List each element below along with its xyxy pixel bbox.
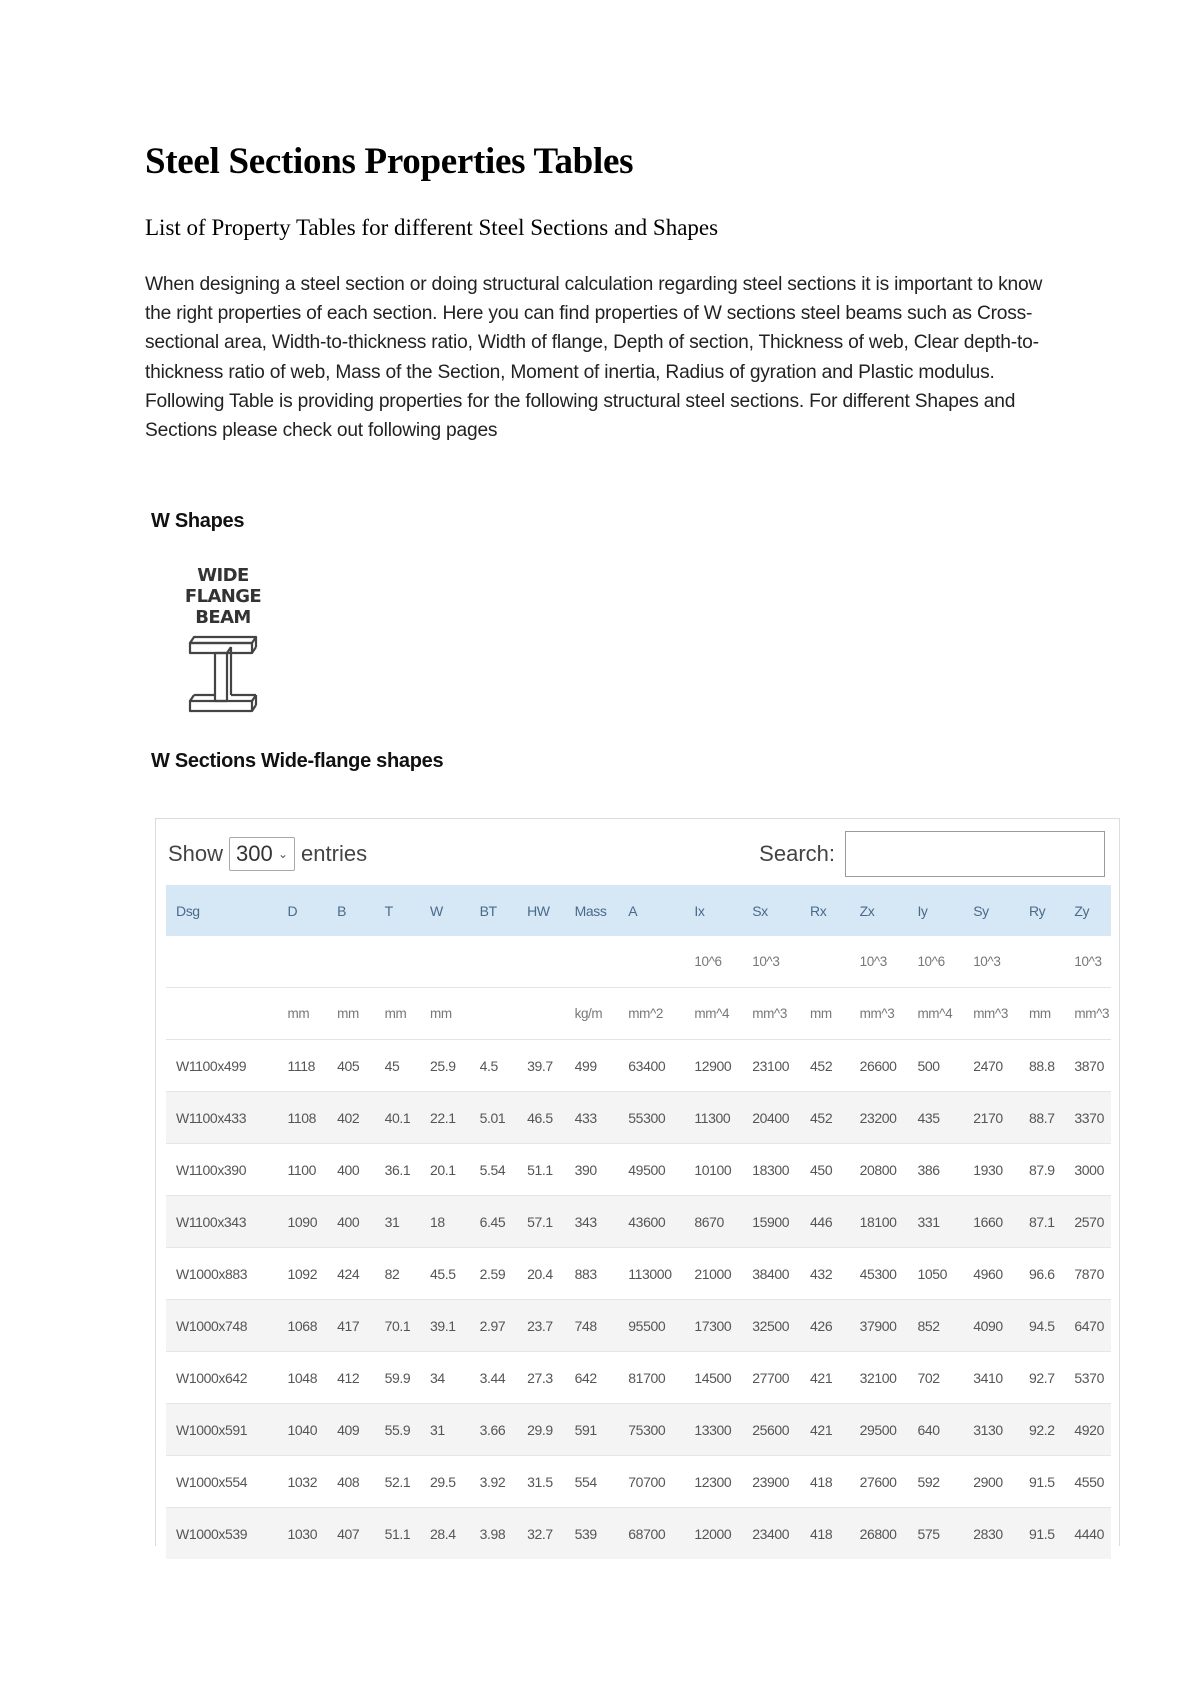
table-cell: 23.7 xyxy=(517,1300,565,1352)
table-cell: 23100 xyxy=(742,1040,800,1092)
table-cell: 23400 xyxy=(742,1508,800,1560)
table-cell: 87.9 xyxy=(1019,1144,1064,1196)
scale-cell: 10^3 xyxy=(1064,936,1111,988)
table-cell: 70700 xyxy=(618,1456,684,1508)
table-cell: 12000 xyxy=(684,1508,742,1560)
table-cell: 10100 xyxy=(684,1144,742,1196)
table-cell: 4090 xyxy=(963,1300,1019,1352)
column-header-iy[interactable]: Iy xyxy=(907,885,963,936)
table-cell: 1040 xyxy=(278,1404,328,1456)
table-cell: 2170 xyxy=(963,1092,1019,1144)
unit-cell: mm^2 xyxy=(618,988,684,1040)
table-cell: 499 xyxy=(565,1040,619,1092)
table-cell: 27600 xyxy=(850,1456,908,1508)
table-cell: 1108 xyxy=(278,1092,328,1144)
table-cell: 702 xyxy=(907,1352,963,1404)
table-cell: 1032 xyxy=(278,1456,328,1508)
section-designation-cell: W1000x591 xyxy=(166,1404,278,1456)
column-header-t[interactable]: T xyxy=(375,885,420,936)
table-body xyxy=(166,1040,1111,1560)
table-cell: 87.1 xyxy=(1019,1196,1064,1248)
table-cell: 6.45 xyxy=(470,1196,518,1248)
table-cell: 400 xyxy=(327,1196,375,1248)
table-cell: 4550 xyxy=(1064,1456,1111,1508)
scale-cell xyxy=(618,936,684,988)
table-cell: 400 xyxy=(327,1144,375,1196)
table-cell: 3370 xyxy=(1064,1092,1111,1144)
table-cell: 500 xyxy=(907,1040,963,1092)
table-cell: 1068 xyxy=(278,1300,328,1352)
table-cell: 27.3 xyxy=(517,1352,565,1404)
scale-cell xyxy=(166,936,278,988)
table-cell: 343 xyxy=(565,1196,619,1248)
table-cell: 88.8 xyxy=(1019,1040,1064,1092)
unit-cell xyxy=(166,988,278,1040)
table-cell: 23900 xyxy=(742,1456,800,1508)
column-header-ix[interactable]: Ix xyxy=(684,885,742,936)
entries-label: entries xyxy=(301,841,368,866)
figure-caption-line-2: BEAM xyxy=(195,607,251,628)
table-cell: 3410 xyxy=(963,1352,1019,1404)
table-cell: 39.7 xyxy=(517,1040,565,1092)
table-cell: 3130 xyxy=(963,1404,1019,1456)
data-table-widget xyxy=(155,818,1120,1546)
table-cell: 20.1 xyxy=(420,1144,470,1196)
table-cell: 32500 xyxy=(742,1300,800,1352)
unit-cell: mm xyxy=(420,988,470,1040)
table-cell: 7870 xyxy=(1064,1248,1111,1300)
table-cell: 390 xyxy=(565,1144,619,1196)
column-header-b[interactable]: B xyxy=(327,885,375,936)
search-input[interactable] xyxy=(845,831,1105,877)
table-cell: 22.1 xyxy=(420,1092,470,1144)
table-cell: 88.7 xyxy=(1019,1092,1064,1144)
wide-flange-beam-figure xyxy=(158,565,288,725)
section-designation-cell: W1100x343 xyxy=(166,1196,278,1248)
section-designation-cell: W1000x883 xyxy=(166,1248,278,1300)
table-cell: 82 xyxy=(375,1248,420,1300)
table-cell: 3.98 xyxy=(470,1508,518,1560)
table-cell: 51.1 xyxy=(517,1144,565,1196)
table-cell: 6470 xyxy=(1064,1300,1111,1352)
table-cell: 15900 xyxy=(742,1196,800,1248)
table-cell: 640 xyxy=(907,1404,963,1456)
column-header-mass[interactable]: Mass xyxy=(565,885,619,936)
table-cell: 450 xyxy=(800,1144,850,1196)
unit-cell: mm xyxy=(327,988,375,1040)
w-shapes-heading: W Shapes xyxy=(151,510,245,532)
table-cell: 29.9 xyxy=(517,1404,565,1456)
table-cell: 18 xyxy=(420,1196,470,1248)
figure-caption xyxy=(158,565,288,628)
table-cell: 55300 xyxy=(618,1092,684,1144)
table-controls xyxy=(166,829,1109,879)
table-cell: 408 xyxy=(327,1456,375,1508)
show-label: Show xyxy=(168,841,224,866)
section-designation-cell: W1000x642 xyxy=(166,1352,278,1404)
table-cell: 91.5 xyxy=(1019,1456,1064,1508)
table-cell: 452 xyxy=(800,1092,850,1144)
table-row xyxy=(166,1092,1111,1144)
column-header-zx[interactable]: Zx xyxy=(850,885,908,936)
table-row xyxy=(166,1300,1111,1352)
table-cell: 45.5 xyxy=(420,1248,470,1300)
table-cell: 13300 xyxy=(684,1404,742,1456)
table-cell: 2830 xyxy=(963,1508,1019,1560)
page-subtitle: List of Property Tables for different Steel Sections and Shapes xyxy=(145,215,719,240)
search-label: Search: xyxy=(759,841,835,866)
table-cell: 424 xyxy=(327,1248,375,1300)
column-header-sy[interactable]: Sy xyxy=(963,885,1019,936)
scale-cell xyxy=(278,936,328,988)
table-cell: 29500 xyxy=(850,1404,908,1456)
section-designation-cell: W1100x390 xyxy=(166,1144,278,1196)
table-cell: 1090 xyxy=(278,1196,328,1248)
i-beam-icon xyxy=(182,635,262,717)
unit-cell xyxy=(470,988,518,1040)
table-header-row xyxy=(166,885,1111,936)
column-header-sx[interactable]: Sx xyxy=(742,885,800,936)
unit-cell: mm xyxy=(800,988,850,1040)
unit-cell: mm^4 xyxy=(907,988,963,1040)
scale-cell xyxy=(1019,936,1064,988)
table-row xyxy=(166,1040,1111,1092)
table-cell: 4440 xyxy=(1064,1508,1111,1560)
table-cell: 1030 xyxy=(278,1508,328,1560)
unit-cell: mm^3 xyxy=(1064,988,1111,1040)
table-cell: 5.54 xyxy=(470,1144,518,1196)
table-row xyxy=(166,1404,1111,1456)
table-cell: 2.97 xyxy=(470,1300,518,1352)
column-header-a[interactable]: A xyxy=(618,885,684,936)
section-designation-cell: W1000x554 xyxy=(166,1456,278,1508)
table-cell: 55.9 xyxy=(375,1404,420,1456)
table-cell: 4.5 xyxy=(470,1040,518,1092)
table-cell: 3.92 xyxy=(470,1456,518,1508)
table-cell: 452 xyxy=(800,1040,850,1092)
table-cell: 57.1 xyxy=(517,1196,565,1248)
table-cell: 4920 xyxy=(1064,1404,1111,1456)
table-cell: 17300 xyxy=(684,1300,742,1352)
scale-cell xyxy=(420,936,470,988)
table-cell: 412 xyxy=(327,1352,375,1404)
table-cell: 402 xyxy=(327,1092,375,1144)
table-cell: 32100 xyxy=(850,1352,908,1404)
table-cell: 539 xyxy=(565,1508,619,1560)
table-cell: 386 xyxy=(907,1144,963,1196)
table-cell: 43600 xyxy=(618,1196,684,1248)
table-cell: 5.01 xyxy=(470,1092,518,1144)
table-row xyxy=(166,1352,1111,1404)
table-cell: 554 xyxy=(565,1456,619,1508)
intro-paragraph: When designing a steel section or doing structural calculation regarding steel sections it is important to know the right properties of each section. Here you can find properties of W sections steel beams such as Cross-sectional area, Width-to-thickness ratio, Width of flange, Depth of section, Thickness of web, Clear depth-to-thickness ratio of web, Mass of the Section, Moment of inertia, Radius of gyration and Plastic modulus. Following Table is providing properties for the following structural steel sections. For different Shapes and Sections please check out following pages xyxy=(145,274,1043,442)
table-cell: 1100 xyxy=(278,1144,328,1196)
table-cell: 45 xyxy=(375,1040,420,1092)
column-header-dsg[interactable]: Dsg xyxy=(166,885,278,936)
table-cell: 27700 xyxy=(742,1352,800,1404)
table-cell: 409 xyxy=(327,1404,375,1456)
table-cell: 38400 xyxy=(742,1248,800,1300)
column-header-rx[interactable]: Rx xyxy=(800,885,850,936)
table-cell: 75300 xyxy=(618,1404,684,1456)
section-designation-cell: W1000x748 xyxy=(166,1300,278,1352)
table-cell: 3.44 xyxy=(470,1352,518,1404)
scale-cell: 10^3 xyxy=(963,936,1019,988)
section-designation-cell: W1100x433 xyxy=(166,1092,278,1144)
table-cell: 28.4 xyxy=(420,1508,470,1560)
table-cell: 26800 xyxy=(850,1508,908,1560)
table-cell: 12300 xyxy=(684,1456,742,1508)
table-cell: 26600 xyxy=(850,1040,908,1092)
column-header-zy[interactable]: Zy xyxy=(1064,885,1111,936)
table-cell: 642 xyxy=(565,1352,619,1404)
table-cell: 20400 xyxy=(742,1092,800,1144)
page-title: Steel Sections Properties Tables xyxy=(145,141,634,182)
table-cell: 405 xyxy=(327,1040,375,1092)
table-cell: 575 xyxy=(907,1508,963,1560)
table-cell: 3000 xyxy=(1064,1144,1111,1196)
table-cell: 51.1 xyxy=(375,1508,420,1560)
table-cell: 45300 xyxy=(850,1248,908,1300)
table-cell: 113000 xyxy=(618,1248,684,1300)
table-cell: 883 xyxy=(565,1248,619,1300)
table-cell: 29.5 xyxy=(420,1456,470,1508)
table-cell: 4960 xyxy=(963,1248,1019,1300)
table-cell: 37900 xyxy=(850,1300,908,1352)
table-cell: 14500 xyxy=(684,1352,742,1404)
search-control xyxy=(759,831,1105,877)
unit-cell: mm xyxy=(278,988,328,1040)
table-cell: 49500 xyxy=(618,1144,684,1196)
table-cell: 91.5 xyxy=(1019,1508,1064,1560)
w-sections-heading: W Sections Wide-flange shapes xyxy=(151,750,444,772)
scale-cell xyxy=(565,936,619,988)
table-row xyxy=(166,1248,1111,1300)
figure-caption-line-1: WIDE FLANGE xyxy=(184,565,262,607)
table-cell: 23200 xyxy=(850,1092,908,1144)
table-cell: 407 xyxy=(327,1508,375,1560)
scale-cell xyxy=(517,936,565,988)
table-cell: 92.7 xyxy=(1019,1352,1064,1404)
table-cell: 20800 xyxy=(850,1144,908,1196)
table-cell: 25600 xyxy=(742,1404,800,1456)
table-cell: 592 xyxy=(907,1456,963,1508)
table-cell: 331 xyxy=(907,1196,963,1248)
unit-cell: mm^3 xyxy=(850,988,908,1040)
scale-cell xyxy=(327,936,375,988)
table-cell: 417 xyxy=(327,1300,375,1352)
table-cell: 433 xyxy=(565,1092,619,1144)
table-cell: 46.5 xyxy=(517,1092,565,1144)
table-cell: 59.9 xyxy=(375,1352,420,1404)
unit-row xyxy=(166,988,1111,1040)
table-cell: 94.5 xyxy=(1019,1300,1064,1352)
table-cell: 40.1 xyxy=(375,1092,420,1144)
table-cell: 34 xyxy=(420,1352,470,1404)
table-row xyxy=(166,1456,1111,1508)
table-cell: 92.2 xyxy=(1019,1404,1064,1456)
table-cell: 852 xyxy=(907,1300,963,1352)
table-cell: 1660 xyxy=(963,1196,1019,1248)
chevron-down-icon: ⌄ xyxy=(277,847,289,861)
unit-cell: mm^3 xyxy=(963,988,1019,1040)
table-cell: 2570 xyxy=(1064,1196,1111,1248)
w-sections-table xyxy=(166,885,1111,1559)
unit-cell xyxy=(517,988,565,1040)
scale-cell xyxy=(375,936,420,988)
table-cell: 426 xyxy=(800,1300,850,1352)
table-cell: 2470 xyxy=(963,1040,1019,1092)
table-cell: 31.5 xyxy=(517,1456,565,1508)
table-cell: 31 xyxy=(420,1404,470,1456)
table-cell: 1050 xyxy=(907,1248,963,1300)
unit-cell: mm^4 xyxy=(684,988,742,1040)
table-cell: 36.1 xyxy=(375,1144,420,1196)
table-cell: 421 xyxy=(800,1352,850,1404)
table-cell: 1118 xyxy=(278,1040,328,1092)
scale-cell: 10^6 xyxy=(684,936,742,988)
table-cell: 2900 xyxy=(963,1456,1019,1508)
table-cell: 2.59 xyxy=(470,1248,518,1300)
table-cell: 591 xyxy=(565,1404,619,1456)
entries-select[interactable] xyxy=(229,837,295,871)
scale-cell xyxy=(800,936,850,988)
table-cell: 96.6 xyxy=(1019,1248,1064,1300)
table-cell: 446 xyxy=(800,1196,850,1248)
table-cell: 95500 xyxy=(618,1300,684,1352)
table-cell: 1930 xyxy=(963,1144,1019,1196)
table-cell: 39.1 xyxy=(420,1300,470,1352)
table-cell: 5370 xyxy=(1064,1352,1111,1404)
table-cell: 418 xyxy=(800,1456,850,1508)
table-cell: 748 xyxy=(565,1300,619,1352)
table-cell: 32.7 xyxy=(517,1508,565,1560)
column-header-ry[interactable]: Ry xyxy=(1019,885,1064,936)
table-cell: 435 xyxy=(907,1092,963,1144)
table-cell: 12900 xyxy=(684,1040,742,1092)
table-cell: 31 xyxy=(375,1196,420,1248)
column-header-bt[interactable]: BT xyxy=(470,885,518,936)
table-cell: 1092 xyxy=(278,1248,328,1300)
column-header-hw[interactable]: HW xyxy=(517,885,565,936)
table-cell: 25.9 xyxy=(420,1040,470,1092)
entries-length-control xyxy=(168,837,367,871)
scale-cell: 10^3 xyxy=(850,936,908,988)
table-cell: 63400 xyxy=(618,1040,684,1092)
unit-cell: kg/m xyxy=(565,988,619,1040)
table-row xyxy=(166,1144,1111,1196)
table-cell: 68700 xyxy=(618,1508,684,1560)
unit-cell: mm xyxy=(1019,988,1064,1040)
table-row xyxy=(166,1508,1111,1560)
table-cell: 3870 xyxy=(1064,1040,1111,1092)
table-cell: 20.4 xyxy=(517,1248,565,1300)
table-cell: 70.1 xyxy=(375,1300,420,1352)
scale-cell: 10^3 xyxy=(742,936,800,988)
table-cell: 418 xyxy=(800,1508,850,1560)
column-header-w[interactable]: W xyxy=(420,885,470,936)
unit-cell: mm xyxy=(375,988,420,1040)
scale-cell xyxy=(470,936,518,988)
table-cell: 52.1 xyxy=(375,1456,420,1508)
scale-cell: 10^6 xyxy=(907,936,963,988)
table-cell: 3.66 xyxy=(470,1404,518,1456)
table-cell: 11300 xyxy=(684,1092,742,1144)
table-cell: 18300 xyxy=(742,1144,800,1196)
table-cell: 81700 xyxy=(618,1352,684,1404)
table-cell: 432 xyxy=(800,1248,850,1300)
table-cell: 421 xyxy=(800,1404,850,1456)
section-designation-cell: W1000x539 xyxy=(166,1508,278,1560)
table-cell: 8670 xyxy=(684,1196,742,1248)
section-designation-cell: W1100x499 xyxy=(166,1040,278,1092)
table-cell: 1048 xyxy=(278,1352,328,1404)
scale-row xyxy=(166,936,1111,988)
table-cell: 21000 xyxy=(684,1248,742,1300)
column-header-d[interactable]: D xyxy=(278,885,328,936)
unit-cell: mm^3 xyxy=(742,988,800,1040)
table-cell: 18100 xyxy=(850,1196,908,1248)
table-row xyxy=(166,1196,1111,1248)
entries-select-value: 300 xyxy=(236,841,273,866)
